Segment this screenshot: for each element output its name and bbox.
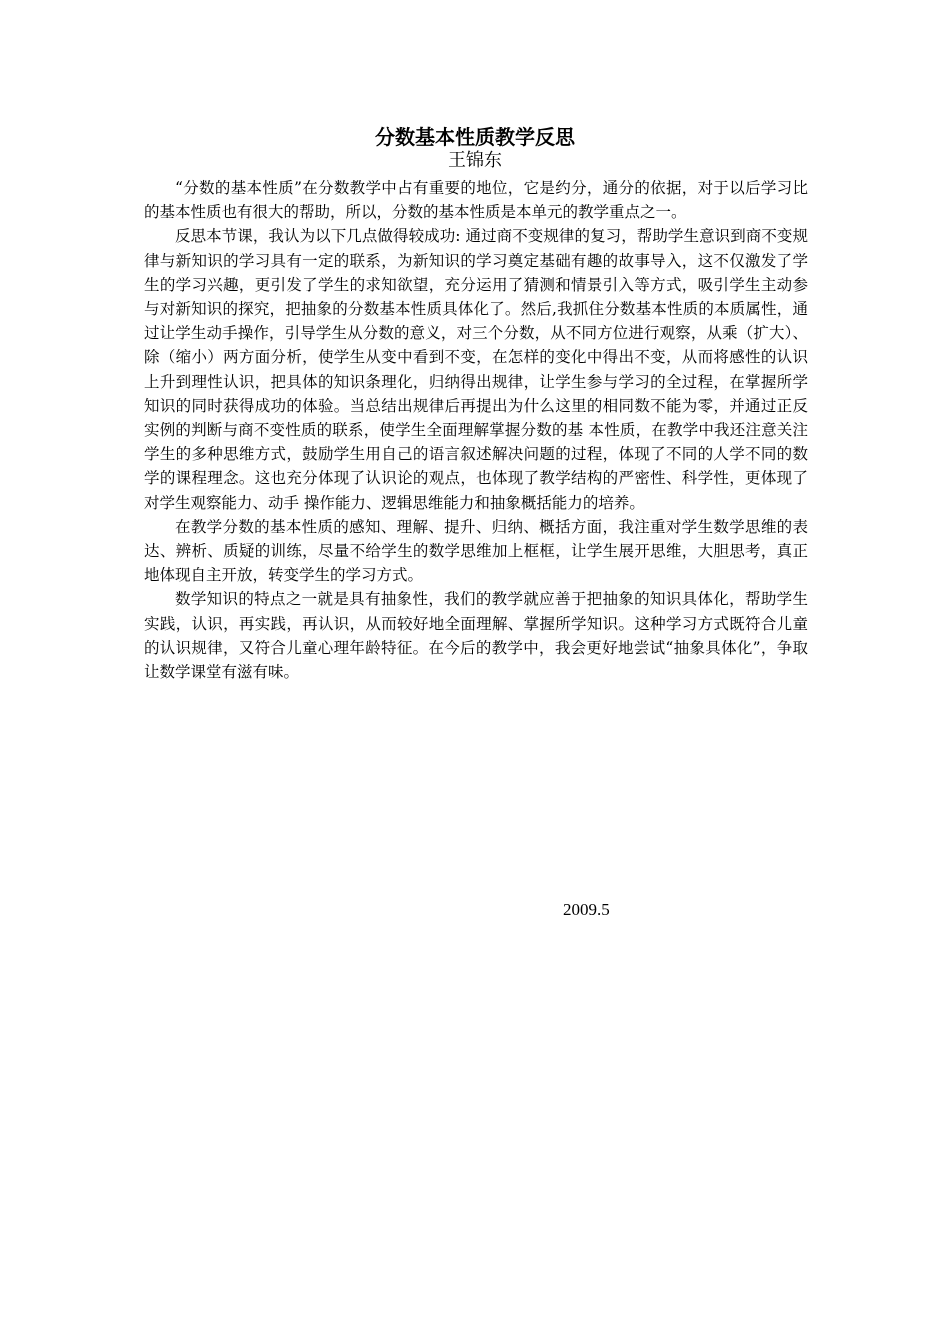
document-title: 分数基本性质教学反思 xyxy=(375,125,575,149)
document-author: 王锦东 xyxy=(448,150,502,171)
paragraph-1: “分数的基本性质”在分数教学中占有重要的地位，它是约分，通分的依据，对于以后学习比的基本性质也有很大的帮助，所以，分数的基本性质是本单元的教学重点之一。 xyxy=(144,179,808,222)
paragraph-2: 反思本节课，我认为以下几点做得较成功: 通过商不变规律的复习，帮助学生意识到商不变规律与新知识的学习具有一定的联系，为新知识的学习奠定基础有趣的故事导入，这不仅激发了学生的学习兴趣，更引发了学生的求知欲望，充分运用了猜测和情景引入等方式，吸引学生主动参与对新知识的探究，把抽象的分数基本性质具体化了。然后,我抓住分数基本性质的本质属性，通过让学生动手操作，引导学生从分数的意义，对三个分数，从不同方位进行观察，从乘（扩大）、除（缩小）两方面分析，使学生从变中看到不变，在怎样的变化中得出不变，从而将感性的认识上升到理性认识，把具体的知识条理化，归纳得出规律，让学生参与学习的全过程，在掌握所学知识的同时获得成功的体验。当总结出规律后再提出为什么这里的相同数不能为零，并通过正反实例的判断与商不变性质的联系，使学生全面理解掌握分数的基 本性质，在教学中我还注意关注学生的多种思维方式，鼓励学生用自己的语言叙述解决问题的过程，体现了不同的人学不同的数学的课程理念。这也充分体现了认识论的观点，也体现了教学结构的严密性、科学性，更体现了对学生观察能力、动手 操作能力、逻辑思维能力和抽象概括能力的培养。 xyxy=(144,227,808,512)
paragraph-3: 在教学分数的基本性质的感知、理解、提升、归纳、概括方面，我注重对学生数学思维的表达、辨析、质疑的训练，尽量不给学生的数学思维加上框框，让学生展开思维，大胆思考，真正地体现自主开放，转变学生的学习方式。 xyxy=(144,517,808,585)
document-date: 2009.5 xyxy=(563,900,610,919)
paragraph-4: 数学知识的特点之一就是具有抽象性，我们的教学就应善于把抽象的知识具体化，帮助学生实践，认识，再实践，再认识，从而较好地全面理解、掌握所学知识。这种学习方式既符合儿童的认识规律，又符合儿童心理年龄特征。在今后的教学中，我会更好地尝试“抽象具体化”，争取让数学课堂有滋有味。 xyxy=(144,590,808,682)
document-body xyxy=(144,176,808,684)
